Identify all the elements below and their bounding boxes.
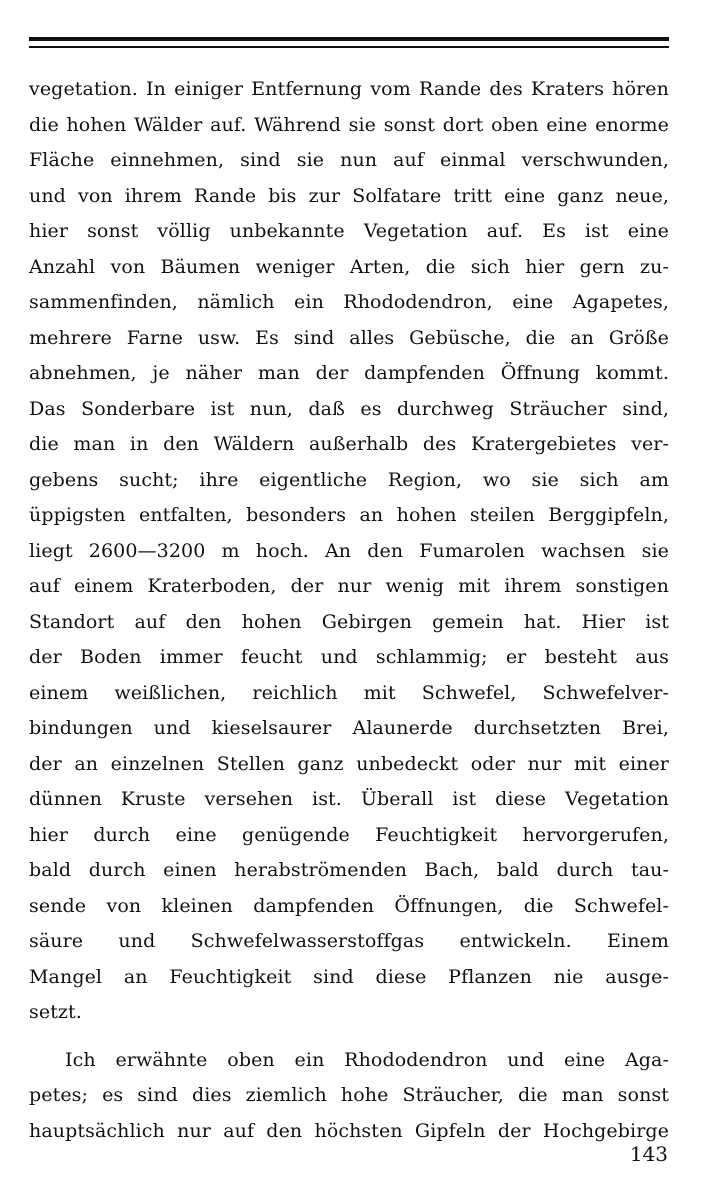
text-line: bald durch einen herabströmenden Bach, bald durch tau- bbox=[29, 859, 669, 881]
text-line: und von ihrem Rande bis zur Solfatare tritt eine ganz neue, bbox=[29, 184, 669, 207]
text-line: bindungen und kieselsaurer Alaunerde durchsetzten Brei, bbox=[29, 717, 669, 739]
text-line: petes; es sind dies ziemlich hohe Sträucher, die man sonst bbox=[29, 1084, 669, 1106]
text-line: Fläche einnehmen, sind sie nun auf einmal verschwunden, bbox=[29, 149, 669, 171]
text-line: Standort auf den hohen Gebirgen gemein hat. Hier ist bbox=[29, 610, 669, 633]
paragraph bbox=[29, 1043, 669, 1150]
header-rule-thin bbox=[29, 46, 669, 48]
text-line: sende von kleinen dampfenden Öffnungen, die Schwefel- bbox=[29, 894, 669, 917]
text-line: Das Sonderbare ist nun, daß es durchweg Sträucher sind, bbox=[29, 397, 669, 420]
paragraph-gap bbox=[29, 1031, 669, 1043]
text-line: Anzahl von Bäumen weniger Arten, die sich hier gern zu- bbox=[29, 255, 669, 278]
text-line: üppigsten entfalten, besonders an hohen steilen Berggipfeln, bbox=[29, 504, 669, 526]
text-line: Mangel an Feuchtigkeit sind diese Pflanzen nie ausge- bbox=[29, 965, 669, 988]
text-line: gebens sucht; ihre eigentliche Region, wo sie sich am bbox=[29, 468, 669, 491]
header-rule-thick bbox=[29, 37, 669, 41]
page-number: 143 bbox=[629, 1142, 668, 1166]
body-text bbox=[29, 72, 669, 1149]
text-line: hier sonst völlig unbekannte Vegetation auf. Es ist eine bbox=[29, 220, 669, 242]
text-line: liegt 2600—3200 m hoch. An den Fumarolen wachsen sie bbox=[29, 539, 669, 562]
text-line: abnehmen, je näher man der dampfenden Öffnung kommt. bbox=[29, 362, 669, 384]
text-line: der an einzelnen Stellen ganz unbedeckt oder nur mit einer bbox=[29, 752, 669, 775]
text-line: säure und Schwefelwasserstoffgas entwickeln. Einem bbox=[29, 930, 669, 952]
text-line: setzt. bbox=[29, 1001, 82, 1023]
text-line: dünnen Kruste versehen ist. Überall ist diese Vegetation bbox=[29, 788, 669, 810]
text-line: der Boden immer feucht und schlammig; er besteht aus bbox=[29, 646, 669, 668]
text-line: vegetation. In einiger Entfernung vom Rande des Kraters hören bbox=[29, 78, 669, 100]
text-line: hauptsächlich nur auf den höchsten Gipfeln der Hochgebirge bbox=[29, 1119, 669, 1142]
text-line: die hohen Wälder auf. Während sie sonst dort oben eine enorme bbox=[29, 113, 669, 136]
text-line: die man in den Wäldern außerhalb des Kratergebietes ver- bbox=[29, 433, 669, 455]
paragraph bbox=[29, 72, 669, 1031]
text-line: auf einem Kraterboden, der nur wenig mit ihrem sonstigen bbox=[29, 575, 669, 597]
text-line: mehrere Farne usw. Es sind alles Gebüsche, die an Größe bbox=[29, 326, 669, 349]
text-line: hier durch eine genügende Feuchtigkeit hervorgerufen, bbox=[29, 823, 669, 846]
text-line: einem weißlichen, reichlich mit Schwefel, Schwefelver- bbox=[29, 681, 669, 704]
text-line: sammenfinden, nämlich ein Rhododendron, eine Agapetes, bbox=[29, 291, 669, 313]
text-line: Ich erwähnte oben ein Rhododendron und eine Aga- bbox=[65, 1048, 669, 1071]
